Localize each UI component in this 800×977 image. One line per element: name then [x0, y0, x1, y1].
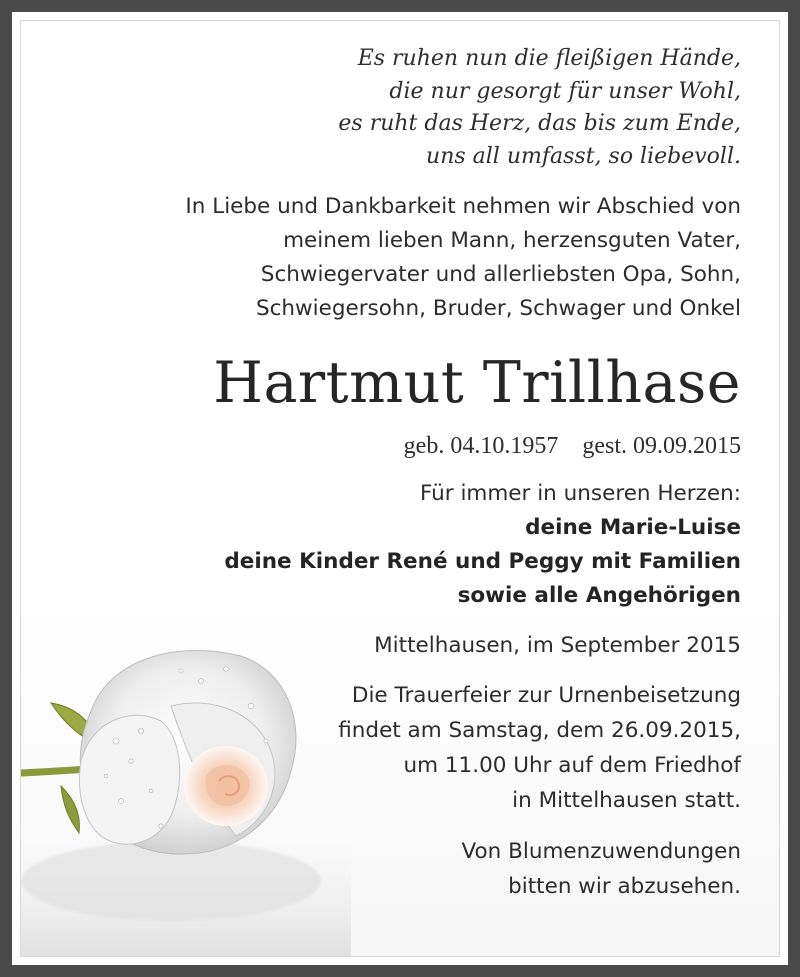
intro-line: In Liebe und Dankbarkeit nehmen wir Abschied von	[185, 194, 741, 219]
deceased-name: Hartmut Trillhase	[213, 350, 741, 416]
flowers-line: Von Blumenzuwendungen	[461, 839, 741, 864]
ceremony-info	[41, 678, 741, 818]
poem-line: Es ruhen nun die fleißigen Hände,	[357, 46, 741, 71]
ceremony-line: um 11.00 Uhr auf dem Friedhof	[403, 753, 741, 778]
poem-line: es ruht das Herz, das bis zum Ende,	[338, 111, 741, 136]
mourner-name: deine Marie-Luise	[525, 515, 741, 540]
ceremony-line: Die Trauerfeier zur Urnenbeisetzung	[351, 683, 741, 708]
memorial-poem	[41, 43, 741, 173]
place-date: Mittelhausen, im September 2015	[374, 633, 741, 658]
death-date: gest. 09.09.2015	[582, 433, 741, 459]
intro-line: meinem lieben Mann, herzensguten Vater,	[283, 228, 741, 253]
mourner-name: deine Kinder René und Peggy mit Familien	[224, 549, 741, 574]
intro-line: Schwiegervater und allerliebsten Opa, Sohn,	[260, 262, 741, 287]
mourners-list	[41, 477, 741, 613]
poem-line: die nur gesorgt für unser Wohl,	[389, 78, 741, 104]
obituary-text	[41, 43, 741, 904]
ceremony-line: findet am Samstag, dem 26.09.2015,	[338, 718, 741, 743]
life-dates	[41, 430, 741, 462]
farewell-intro	[41, 190, 741, 326]
intro-line: Schwiegersohn, Bruder, Schwager und Onkel	[255, 296, 741, 321]
obituary-panel	[20, 20, 780, 957]
mourner-name: sowie alle Angehörigen	[457, 583, 741, 608]
poem-line: uns all umfasst, so liebevoll.	[426, 143, 741, 169]
flowers-line: bitten wir abzusehen.	[508, 874, 741, 899]
mourners-lead: Für immer in unseren Herzen:	[419, 481, 741, 506]
ceremony-line: in Mittelhausen statt.	[512, 788, 741, 813]
birth-date: geb. 04.10.1957	[403, 433, 559, 459]
flowers-note	[41, 834, 741, 904]
